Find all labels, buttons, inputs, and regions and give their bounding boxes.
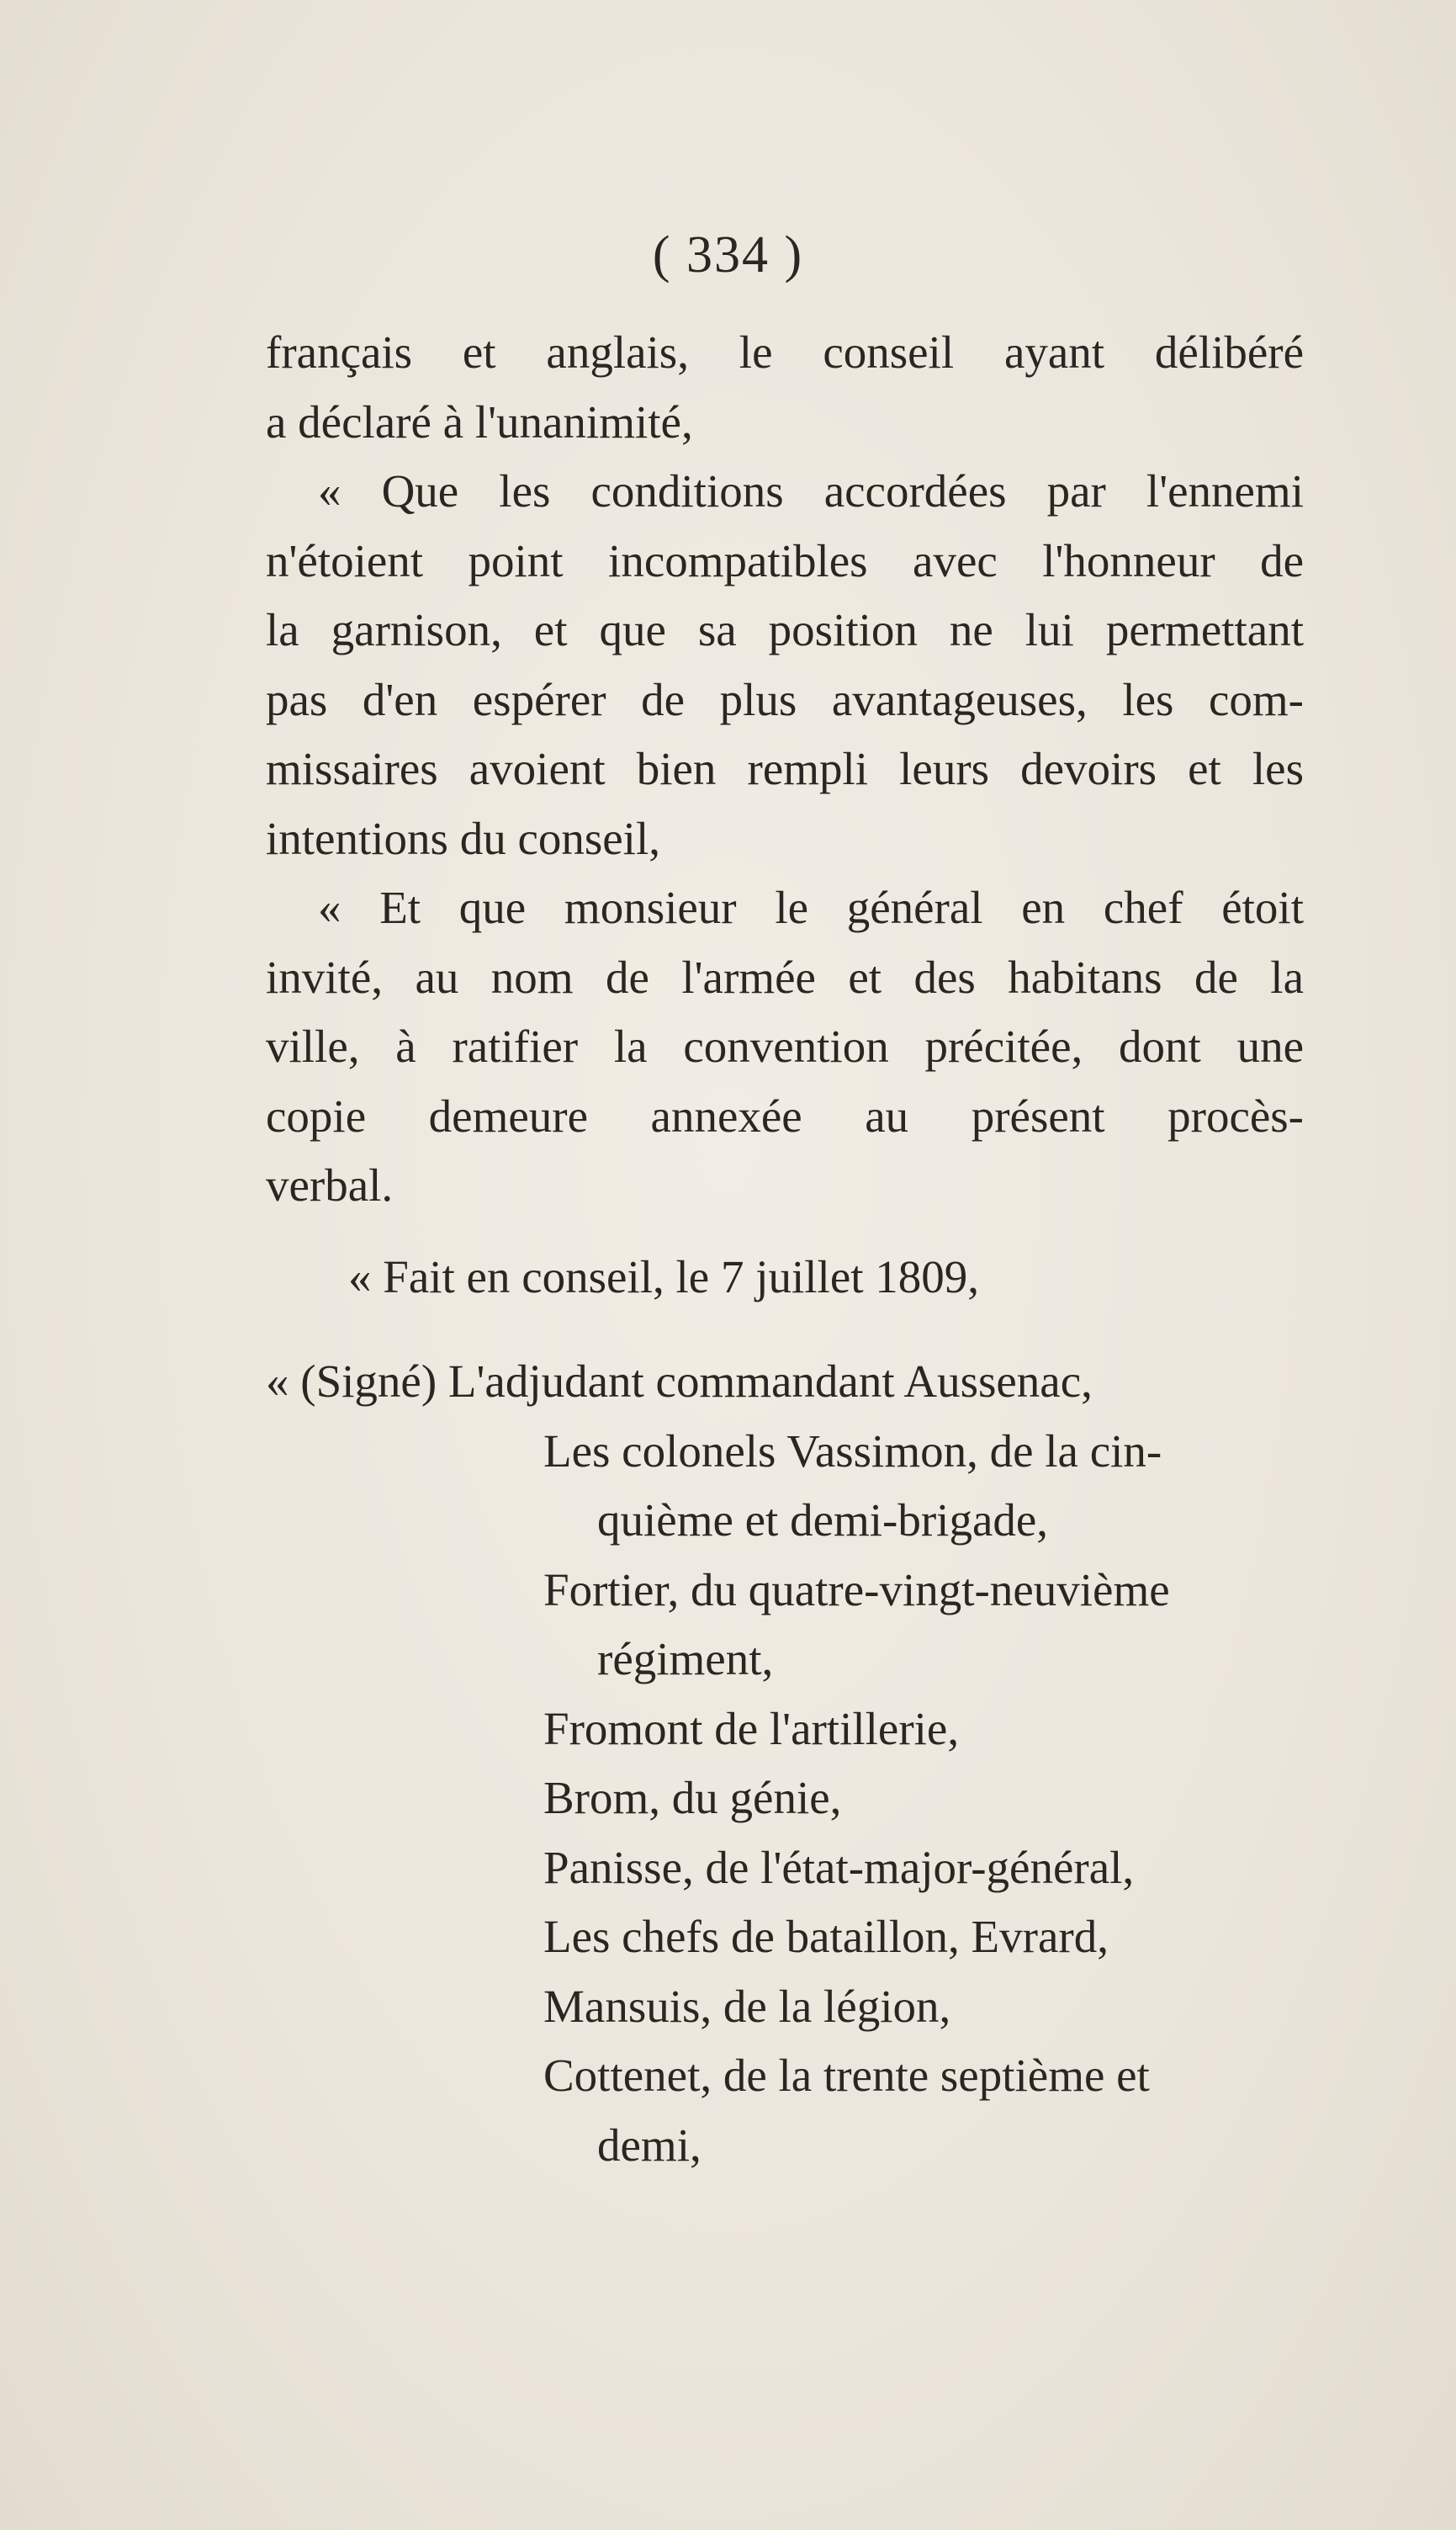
- signature-line: Panisse, de l'état-major-général,: [543, 1841, 1135, 1893]
- signature-line: Les chefs de bataillon, Evrard,: [543, 1911, 1109, 1962]
- text-line: « Que les conditions accordées par l'ennemi: [318, 465, 1304, 517]
- signature-line: régiment,: [597, 1633, 774, 1684]
- text-line: verbal.: [266, 1159, 394, 1211]
- text-line: pas d'en espérer de plus avantageuses, les com-: [266, 673, 1304, 725]
- signature-line: Fortier, du quatre-vingt-neuvième: [543, 1563, 1170, 1615]
- text-line: « (Signé) L'adjudant commandant Aussenac,: [266, 1355, 1093, 1407]
- signature-line: Cottenet, de la trente septième et: [543, 2050, 1150, 2101]
- text-line: missaires avoient bien rempli leurs devoirs et les: [266, 743, 1304, 794]
- text-line: invité, au nom de l'armée et des habitans de la: [266, 951, 1304, 1003]
- text-line: intentions du conseil,: [266, 812, 660, 864]
- text-line: « Et que monsieur le général en chef étoit: [318, 882, 1304, 933]
- text-line: « Fait en conseil, le 7 juillet 1809,: [348, 1250, 980, 1302]
- text-line: a déclaré à l'unanimité,: [266, 395, 693, 448]
- text-line: la garnison, et que sa position ne lui permettant: [266, 604, 1304, 655]
- signature-line: Les colonels Vassimon, de la cin-: [543, 1424, 1162, 1477]
- signature-line: Brom, du génie,: [543, 1772, 842, 1823]
- signature-line: Mansuis, de la légion,: [543, 1980, 951, 2032]
- text-line: n'étoient point incompatibles avec l'honneur de: [266, 534, 1304, 586]
- text-line: ville, à ratifier la convention précitée, dont une: [266, 1021, 1304, 1072]
- page-number: ( 334 ): [652, 226, 804, 284]
- signature-line: quième et demi-brigade,: [597, 1494, 1049, 1546]
- body-text: [266, 318, 1304, 2180]
- signature-line: demi,: [597, 2119, 702, 2171]
- text-line: copie demeure annexée au présent procès-: [266, 1090, 1304, 1142]
- signature-line: Fromont de l'artillerie,: [543, 1702, 960, 1754]
- text-line: français et anglais, le conseil ayant délibéré: [266, 326, 1304, 378]
